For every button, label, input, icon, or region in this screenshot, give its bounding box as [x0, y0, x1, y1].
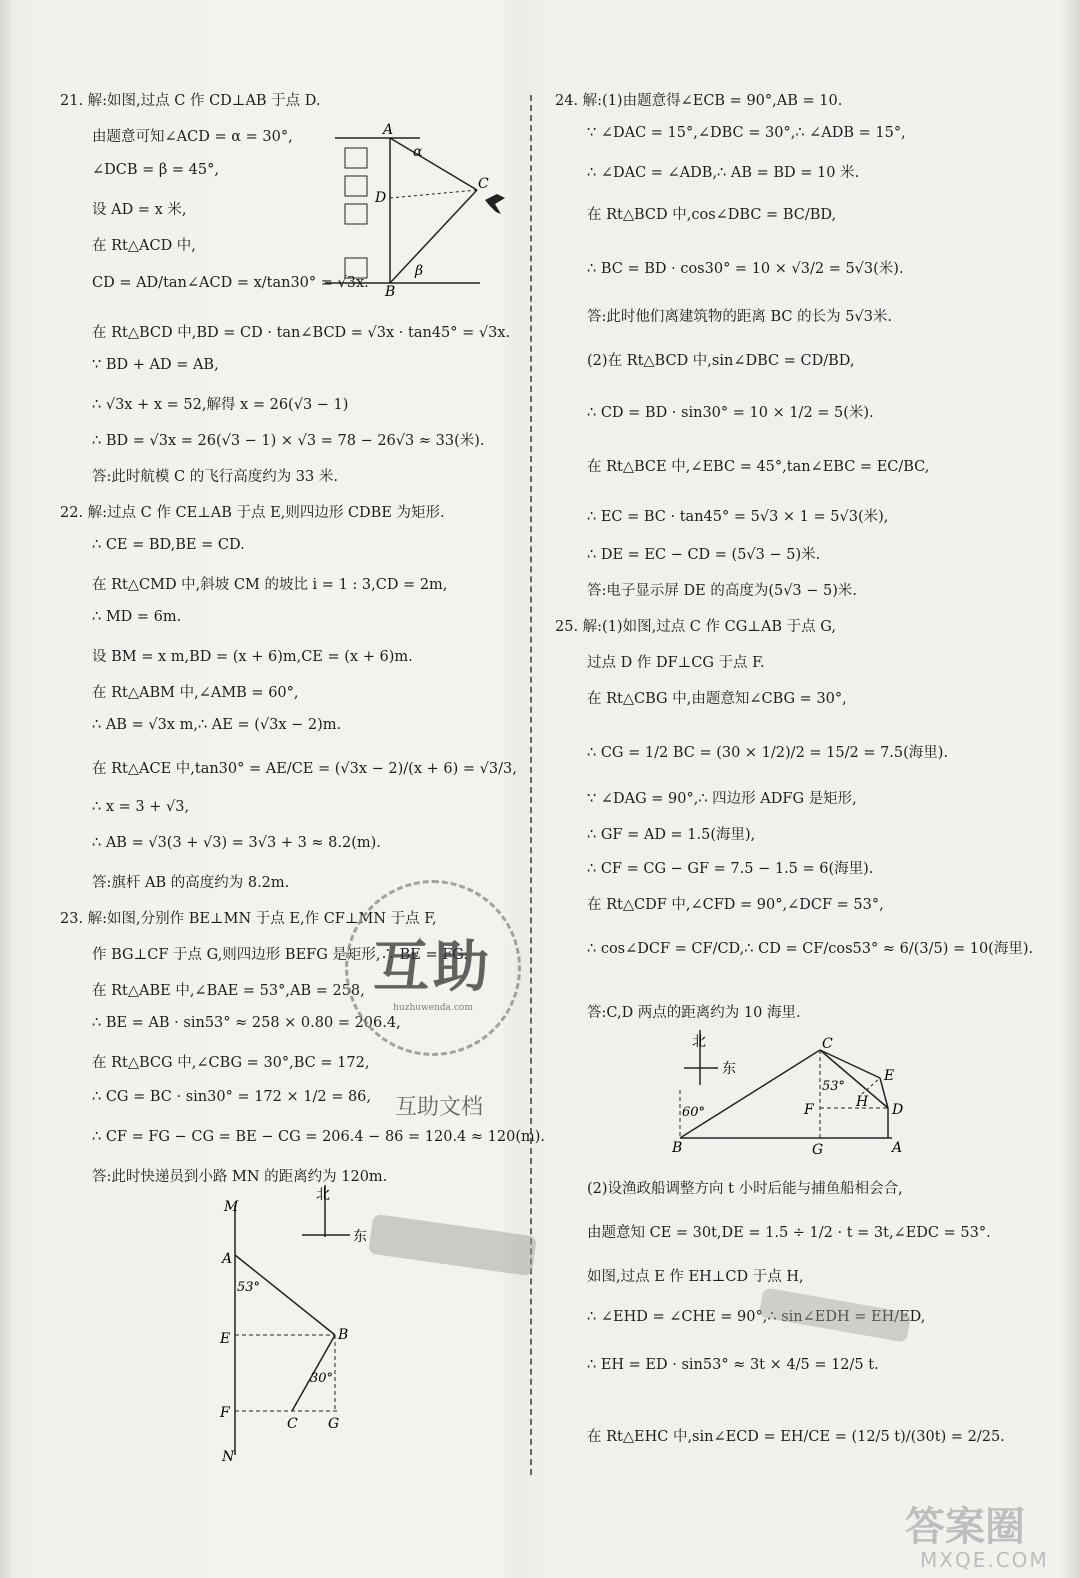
q23-line: 作 BG⊥CF 于点 G,则四边形 BEFG 是矩形,∴ BE = FG.: [92, 947, 468, 963]
q25-line: ∴ ∠EHD = ∠CHE = 90°,∴ sin∠EDH = EH/ED,: [587, 1309, 926, 1325]
label-A: A: [222, 1251, 233, 1267]
label-A: A: [892, 1140, 903, 1156]
label-D: D: [892, 1102, 904, 1118]
label-H: H: [856, 1094, 869, 1110]
q22-line: ∴ x = 3 + √3,: [92, 799, 190, 815]
q25-line: (2)设渔政船调整方向 t 小时后能与捕鱼船相会合,: [587, 1181, 903, 1197]
q25-line: ∵ ∠DAG = 90°,∴ 四边形 ADFG 是矩形,: [587, 791, 857, 807]
q24-line: ∴ CD = BD · sin30° = 10 × 1/2 = 5(米).: [587, 405, 874, 421]
label-60: 60°: [682, 1105, 706, 1120]
q23-line: 23. 解:如图,分别作 BE⊥MN 于点 E,作 CF⊥MN 于点 F,: [60, 911, 437, 927]
q22-line: ∴ MD = 6m.: [92, 609, 182, 625]
label-E: E: [884, 1068, 895, 1084]
label-east: 东: [353, 1229, 367, 1245]
label-east: 东: [722, 1061, 736, 1077]
q21-line: 设 AD = x 米,: [92, 202, 187, 218]
label-north: 北: [316, 1187, 330, 1203]
q25-line: 由题意知 CE = 30t,DE = 1.5 ÷ 1/2 · t = 3t,∠EDC = 53°.: [587, 1225, 991, 1241]
right-column: [555, 85, 1055, 1505]
q24-line: 在 Rt△BCE 中,∠EBC = 45°,tan∠EBC = EC/BC,: [587, 459, 930, 475]
q25-answer: 答:C,D 两点的距离约为 10 海里.: [587, 1005, 801, 1021]
q25-line: ∴ CG = 1/2 BC = (30 × 1/2)/2 = 15/2 = 7.5(海里).: [587, 745, 949, 761]
q21-line: 在 Rt△BCD 中,BD = CD · tan∠BCD = √3x · tan45° = √3x.: [92, 325, 511, 341]
q21-line: ∴ BD = √3x = 26(√3 − 1) × √3 = 78 − 26√3 ≈ 33(米).: [92, 433, 485, 449]
label-D: D: [375, 190, 387, 206]
q24-line: (2)在 Rt△BCD 中,sin∠DBC = CD/BD,: [587, 353, 855, 369]
label-M: M: [224, 1199, 239, 1215]
q22-answer: 答:旗杆 AB 的高度约为 8.2m.: [92, 875, 290, 891]
q24-line: ∵ ∠DAC = 15°,∠DBC = 30°,∴ ∠ADB = 15°,: [587, 125, 906, 141]
stamp-url: huzhuwenda.com: [393, 1003, 473, 1013]
q21-line: CD = AD/tan∠ACD = x/tan30° = √3x.: [92, 275, 369, 291]
q22-line: ∴ CE = BD,BE = CD.: [92, 537, 245, 553]
label-B: B: [338, 1327, 349, 1343]
figure-q25: [670, 1030, 920, 1165]
label-C: C: [478, 176, 489, 192]
q21-line: ∠DCB = β = 45°,: [92, 162, 219, 178]
label-30: 30°: [310, 1371, 334, 1386]
q22-line: ∴ AB = √3x m,∴ AE = (√3x − 2)m.: [92, 717, 342, 733]
stamp-subtext: 互助文档: [395, 1095, 484, 1120]
q23-line: 在 Rt△BCG 中,∠CBG = 30°,BC = 172,: [92, 1055, 370, 1071]
q22-line: 在 Rt△CMD 中,斜坡 CM 的坡比 i = 1 : 3,CD = 2m,: [92, 577, 448, 593]
label-G: G: [328, 1416, 340, 1432]
label-53: 53°: [822, 1079, 846, 1094]
q22-line: 设 BM = x m,BD = (x + 6)m,CE = (x + 6)m.: [92, 649, 413, 665]
q21-line: ∴ √3x + x = 52,解得 x = 26(√3 − 1): [92, 397, 349, 413]
q25-line: ∴ GF = AD = 1.5(海里),: [587, 827, 756, 843]
label-N: N: [222, 1449, 235, 1465]
q23-line: ∴ CG = BC · sin30° = 172 × 1/2 = 86,: [92, 1089, 372, 1105]
label-B: B: [672, 1140, 683, 1156]
q23-line: 在 Rt△ABE 中,∠BAE = 53°,AB = 258,: [92, 983, 365, 999]
q22-line: 22. 解:过点 C 作 CE⊥AB 于点 E,则四边形 CDBE 为矩形.: [60, 505, 445, 521]
q25-line: 在 Rt△CDF 中,∠CFD = 90°,∠DCF = 53°,: [587, 897, 884, 913]
q25-line: ∴ EH = ED · sin53° ≈ 3t × 4/5 = 12/5 t.: [587, 1357, 879, 1373]
q21-line: 21. 解:如图,过点 C 作 CD⊥AB 于点 D.: [60, 93, 321, 109]
label-beta: β: [415, 263, 424, 279]
label-north: 北: [692, 1034, 706, 1050]
q25-line: ∴ cos∠DCF = CF/CD,∴ CD = CF/cos53° ≈ 6/(3/5) = 10(海里).: [587, 941, 1034, 957]
q25-line: 过点 D 作 DF⊥CG 于点 F.: [587, 655, 765, 671]
q24-answer: 答:电子显示屏 DE 的高度为(5√3 − 5)米.: [587, 583, 858, 599]
label-B: B: [385, 284, 396, 298]
q23-line: ∴ CF = FG − CG = BE − CG = 206.4 − 86 = 120.4 ≈ 120(m).: [92, 1129, 545, 1145]
q21-line: 在 Rt△ACD 中,: [92, 238, 196, 254]
q23-line: ∴ BE = AB · sin53° ≈ 258 × 0.80 = 206.4,: [92, 1015, 401, 1031]
figure-q21: [325, 118, 525, 298]
q24-line: ∴ DE = EC − CD = (5√3 − 5)米.: [587, 547, 821, 563]
q21-line: ∵ BD + AD = AB,: [92, 357, 219, 373]
q22-line: 在 Rt△ABM 中,∠AMB = 60°,: [92, 685, 299, 701]
label-E: E: [220, 1331, 231, 1347]
q24-answer: 答:此时他们离建筑物的距离 BC 的长为 5√3米.: [587, 309, 893, 325]
q21-answer: 答:此时航模 C 的飞行高度约为 33 米.: [92, 469, 338, 485]
watermark-logo: 答案圈: [905, 1504, 1025, 1550]
label-C: C: [287, 1416, 298, 1432]
label-F: F: [804, 1102, 814, 1118]
q25-line: 在 Rt△EHC 中,sin∠ECD = EH/CE = (12/5 t)/(30t) = 2/25.: [587, 1429, 1005, 1445]
q21-line: 由题意可知∠ACD = α = 30°,: [92, 129, 293, 145]
q25-line: 如图,过点 E 作 EH⊥CD 于点 H,: [587, 1269, 804, 1285]
label-F: F: [220, 1405, 230, 1421]
q23-answer: 答:此时快递员到小路 MN 的距离约为 120m.: [92, 1169, 388, 1185]
q25-line: 25. 解:(1)如图,过点 C 作 CG⊥AB 于点 G,: [555, 619, 836, 635]
watermark-url: MXQE.COM: [920, 1548, 1049, 1572]
q24-line: ∴ BC = BD · cos30° = 10 × √3/2 = 5√3(米).: [587, 261, 904, 277]
stamp-text: 互助: [373, 935, 493, 1000]
q22-line: ∴ AB = √3(3 + √3) = 3√3 + 3 ≈ 8.2(m).: [92, 835, 381, 851]
q25-line: ∴ CF = CG − GF = 7.5 − 1.5 = 6(海里).: [587, 861, 874, 877]
label-alpha: α: [413, 144, 423, 160]
label-C: C: [822, 1036, 833, 1052]
label-A: A: [383, 122, 394, 138]
huzhu-stamp: [345, 880, 521, 1056]
q25-line: 在 Rt△CBG 中,由题意知∠CBG = 30°,: [587, 691, 847, 707]
label-G: G: [812, 1142, 824, 1158]
q24-line: 24. 解:(1)由题意得∠ECB = 90°,AB = 10.: [555, 93, 843, 109]
q24-line: 在 Rt△BCD 中,cos∠DBC = BC/BD,: [587, 207, 837, 223]
q22-line: 在 Rt△ACE 中,tan30° = AE/CE = (√3x − 2)/(x + 6) = √3/3,: [92, 761, 517, 777]
q24-line: ∴ EC = BC · tan45° = 5√3 × 1 = 5√3(米),: [587, 509, 889, 525]
q24-line: ∴ ∠DAC = ∠ADB,∴ AB = BD = 10 米.: [587, 165, 860, 181]
label-53: 53°: [237, 1280, 261, 1295]
